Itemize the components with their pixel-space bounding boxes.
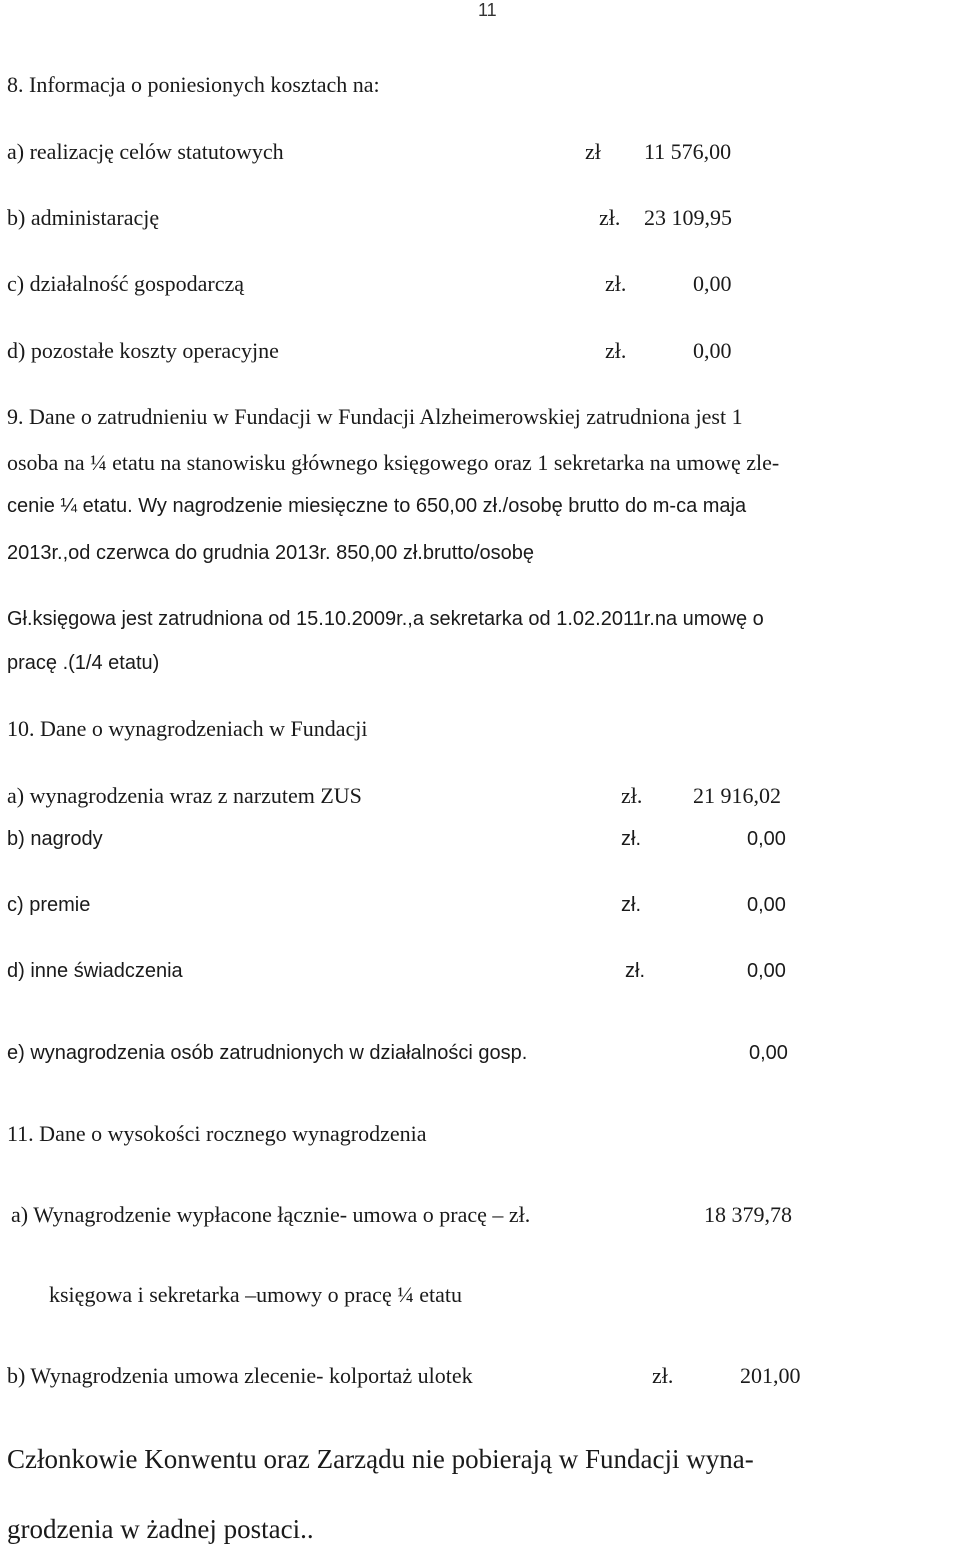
cost-value: 11 576,00 xyxy=(644,139,732,164)
section-9-line-4: 2013r.,od czerwca do grudnia 2013r. 850,00 zł.brutto/osobę xyxy=(7,542,535,564)
salary-value: 0,00 xyxy=(747,828,786,850)
cost-value: 23 109,95 xyxy=(644,205,732,230)
section-8-heading: 8. Informacja o poniesionych kosztach na: xyxy=(7,72,380,97)
salary-label: c) premie xyxy=(7,894,91,916)
currency-label: zł. xyxy=(599,205,621,230)
page-number: 11 xyxy=(478,0,497,20)
currency-label: zł xyxy=(585,139,601,164)
section-10-heading: 10. Dane o wynagrodzeniach w Fundacji xyxy=(7,716,368,741)
section-9-line-2: osoba na ¼ etatu na stanowisku głównego księgowego oraz 1 sekretarka na umowę zle- xyxy=(7,450,780,475)
annual-label: a) Wynagrodzenie wypłacone łącznie- umowa o pracę – zł. xyxy=(11,1202,531,1227)
currency-label: zł. xyxy=(621,894,641,916)
cost-value: 0,00 xyxy=(693,338,732,363)
salary-value: 21 916,02 xyxy=(693,783,781,808)
cost-label: d) pozostałe koszty operacyjne xyxy=(7,338,279,363)
salary-label: d) inne świadczenia xyxy=(7,960,183,982)
salary-label: b) nagrody xyxy=(7,828,103,850)
cost-label: a) realizację celów statutowych xyxy=(7,139,284,164)
currency-label: zł. xyxy=(605,338,627,363)
closing-line-1: Członkowie Konwentu oraz Zarządu nie pobierają w Fundacji wyna- xyxy=(7,1444,754,1474)
salary-label: e) wynagrodzenia osób zatrudnionych w działalności gosp. xyxy=(7,1042,528,1064)
currency-label: zł. xyxy=(625,960,645,982)
currency-label: zł. xyxy=(621,828,641,850)
currency-label: zł. xyxy=(652,1363,674,1388)
section-9-line-1: 9. Dane o zatrudnieniu w Fundacji w Fundacji Alzheimerowskiej zatrudniona jest 1 xyxy=(7,404,743,429)
closing-line-2: grodzenia w żadnej postaci.. xyxy=(7,1514,314,1544)
currency-label: zł. xyxy=(605,271,627,296)
salary-label: a) wynagrodzenia wraz z narzutem ZUS xyxy=(7,783,362,808)
annual-label: b) Wynagrodzenia umowa zlecenie- kolportaż ulotek xyxy=(7,1363,473,1388)
cost-label: c) działalność gospodarczą xyxy=(7,271,244,296)
salary-value: 0,00 xyxy=(747,894,786,916)
annual-value: 18 379,78 xyxy=(704,1202,792,1227)
annual-value: 201,00 xyxy=(740,1363,801,1388)
salary-value: 0,00 xyxy=(749,1042,788,1064)
section-9-line-6: pracę .(1/4 etatu) xyxy=(7,652,160,674)
section-11-heading: 11. Dane o wysokości rocznego wynagrodzenia xyxy=(7,1121,427,1146)
cost-value: 0,00 xyxy=(693,271,732,296)
annual-note: księgowa i sekretarka –umowy o pracę ¼ etatu xyxy=(49,1282,462,1307)
section-9-line-3: cenie ¼ etatu. Wy nagrodzenie miesięczne to 650,00 zł./osobę brutto do m-ca maja xyxy=(7,495,747,517)
section-9-line-5: Gł.księgowa jest zatrudniona od 15.10.2009r.,a sekretarka od 1.02.2011r.na umowę o xyxy=(7,608,764,630)
currency-label: zł. xyxy=(621,783,643,808)
cost-label: b) administarację xyxy=(7,205,160,230)
salary-value: 0,00 xyxy=(747,960,786,982)
